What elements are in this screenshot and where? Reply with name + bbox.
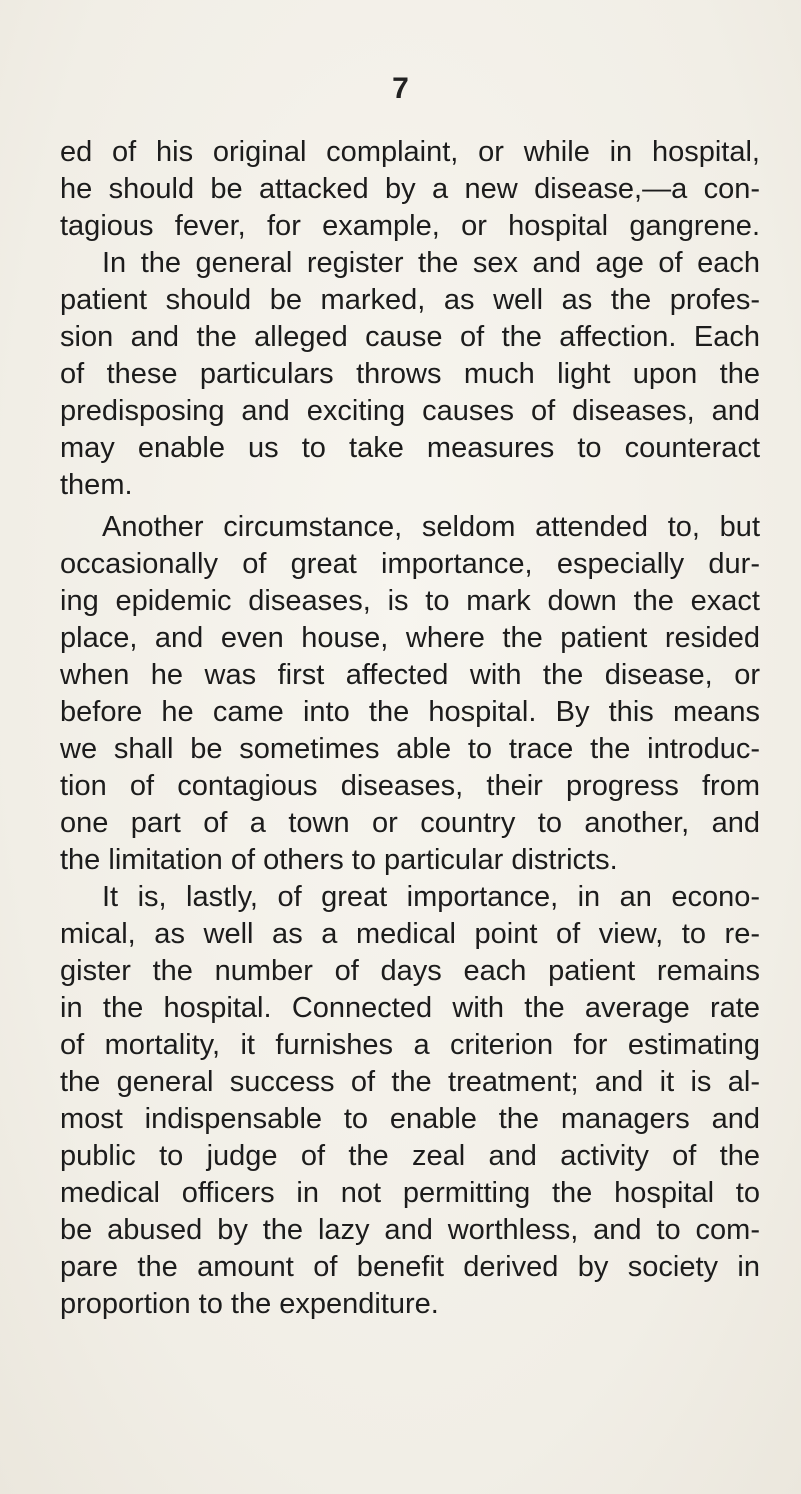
text-line: medical officers in not permitting the hospital to: [60, 1177, 760, 1209]
text-line: he should be attacked by a new disease,—a con-: [60, 173, 760, 205]
text-line: occasionally of great importance, especially dur-: [60, 548, 760, 580]
text-line: of these particulars throws much light upon the: [60, 358, 760, 390]
text-line: patient should be marked, as well as the profes-: [60, 284, 760, 316]
text-line: It is, lastly, of great importance, in an econo-: [102, 881, 760, 913]
text-line: predisposing and exciting causes of diseases, and: [60, 395, 760, 427]
text-line: may enable us to take measures to counteract: [60, 432, 760, 464]
text-line: public to judge of the zeal and activity of the: [60, 1140, 760, 1172]
text-line: be abused by the lazy and worthless, and to com-: [60, 1214, 760, 1246]
text-line: in the hospital. Connected with the average rate: [60, 992, 760, 1024]
text-line: place, and even house, where the patient resided: [60, 622, 760, 654]
text-line: before he came into the hospital. By this means: [60, 696, 760, 728]
text-line: them.: [60, 469, 133, 501]
text-line: proportion to the expenditure.: [60, 1288, 439, 1320]
text-line: the general success of the treatment; and it is al-: [60, 1066, 760, 1098]
text-line: ing epidemic diseases, is to mark down the exact: [60, 585, 760, 617]
text-line: when he was first affected with the disease, or: [60, 659, 760, 691]
text-line: Another circumstance, seldom attended to, but: [102, 511, 760, 543]
page-number: 7: [392, 72, 409, 105]
text-line: most indispensable to enable the managers and: [60, 1103, 760, 1135]
text-line: one part of a town or country to another, and: [60, 807, 760, 839]
text-line: tion of contagious diseases, their progress from: [60, 770, 760, 802]
text-line: gister the number of days each patient remains: [60, 955, 760, 987]
text-line: we shall be sometimes able to trace the introduc-: [60, 733, 760, 765]
text-line: sion and the alleged cause of the affection. Each: [60, 321, 760, 353]
text-line: pare the amount of benefit derived by society in: [60, 1251, 760, 1283]
text-line: of mortality, it furnishes a criterion for estimating: [60, 1029, 760, 1061]
text-line: mical, as well as a medical point of view, to re-: [60, 918, 760, 950]
text-line: tagious fever, for example, or hospital gangrene.: [60, 210, 760, 242]
text-line: ed of his original complaint, or while in hospital,: [60, 136, 760, 168]
text-line: the limitation of others to particular districts.: [60, 844, 618, 876]
text-line: In the general register the sex and age of each: [102, 247, 760, 279]
